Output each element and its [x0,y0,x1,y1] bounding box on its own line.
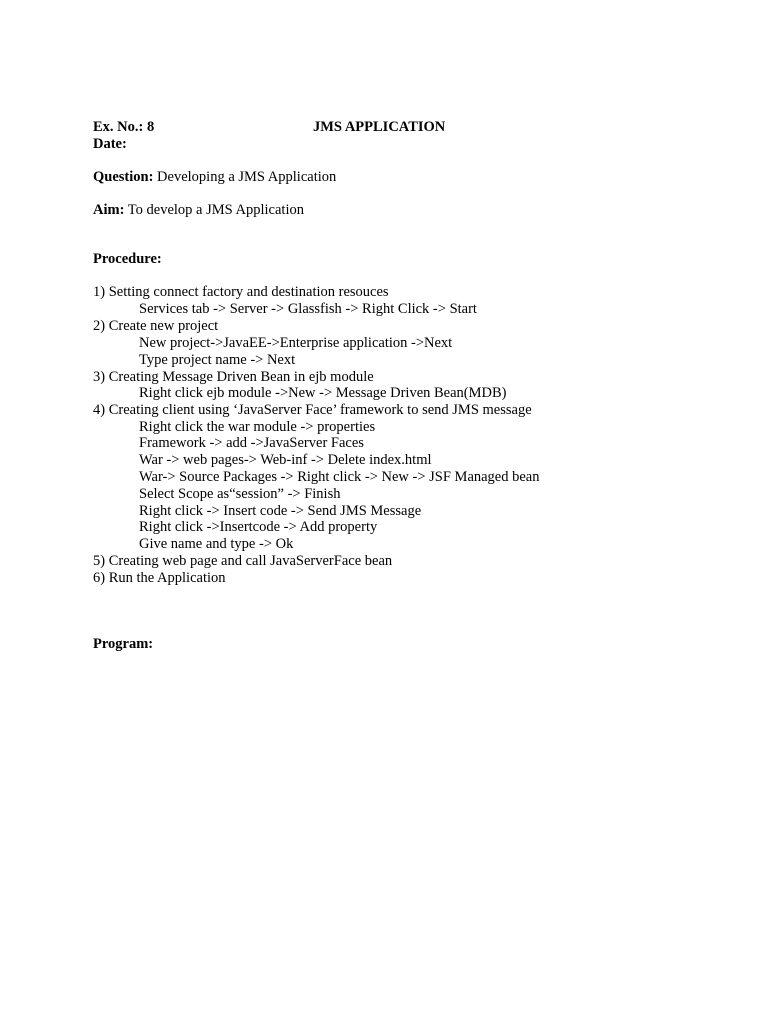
question-label: Question: [93,169,154,185]
procedure-substep: War-> Source Packages -> Right click -> New -> JSF Managed bean [139,469,540,485]
procedure-substep: Give name and type -> Ok [139,536,294,552]
procedure-substep: Right click ejb module ->New -> Message Driven Bean(MDB) [139,385,507,401]
question-text: Developing a JMS Application [153,169,337,185]
exercise-number: Ex. No.: 8 [93,119,155,135]
aim-label: Aim: [93,202,125,218]
program-heading: Program: [93,636,154,652]
procedure-substep: Select Scope as“session” -> Finish [139,486,341,502]
procedure-substep: Type project name -> Next [139,352,296,368]
procedure-step: 1) Setting connect factory and destination resouces [93,284,389,300]
procedure-substep: Right click -> Insert code -> Send JMS Message [139,503,422,519]
procedure-step: 4) Creating client using ‘JavaServer Face’ framework to send JMS message [93,402,532,418]
aim-text: To develop a JMS Application [124,202,304,218]
procedure-step: 3) Creating Message Driven Bean in ejb module [93,369,374,385]
procedure-substep: New project->JavaEE->Enterprise application ->Next [139,335,453,351]
procedure-step: 6) Run the Application [93,570,226,586]
question-line [93,169,336,186]
procedure-substep: Right click ->Insertcode -> Add property [139,519,378,535]
procedure-substep: War -> web pages-> Web-inf -> Delete index.html [139,452,432,468]
procedure-substep: Framework -> add ->JavaServer Faces [139,435,364,451]
procedure-substep: Services tab -> Server -> Glassfish -> Right Click -> Start [139,301,477,317]
procedure-step: 2) Create new project [93,318,219,334]
aim-line [93,202,304,219]
date-label: Date: [93,136,127,152]
procedure-substep: Right click the war module -> properties [139,419,376,435]
procedure-heading: Procedure: [93,251,162,267]
procedure-step: 5) Creating web page and call JavaServerFace bean [93,553,393,569]
document-title: JMS APPLICATION [313,119,446,135]
